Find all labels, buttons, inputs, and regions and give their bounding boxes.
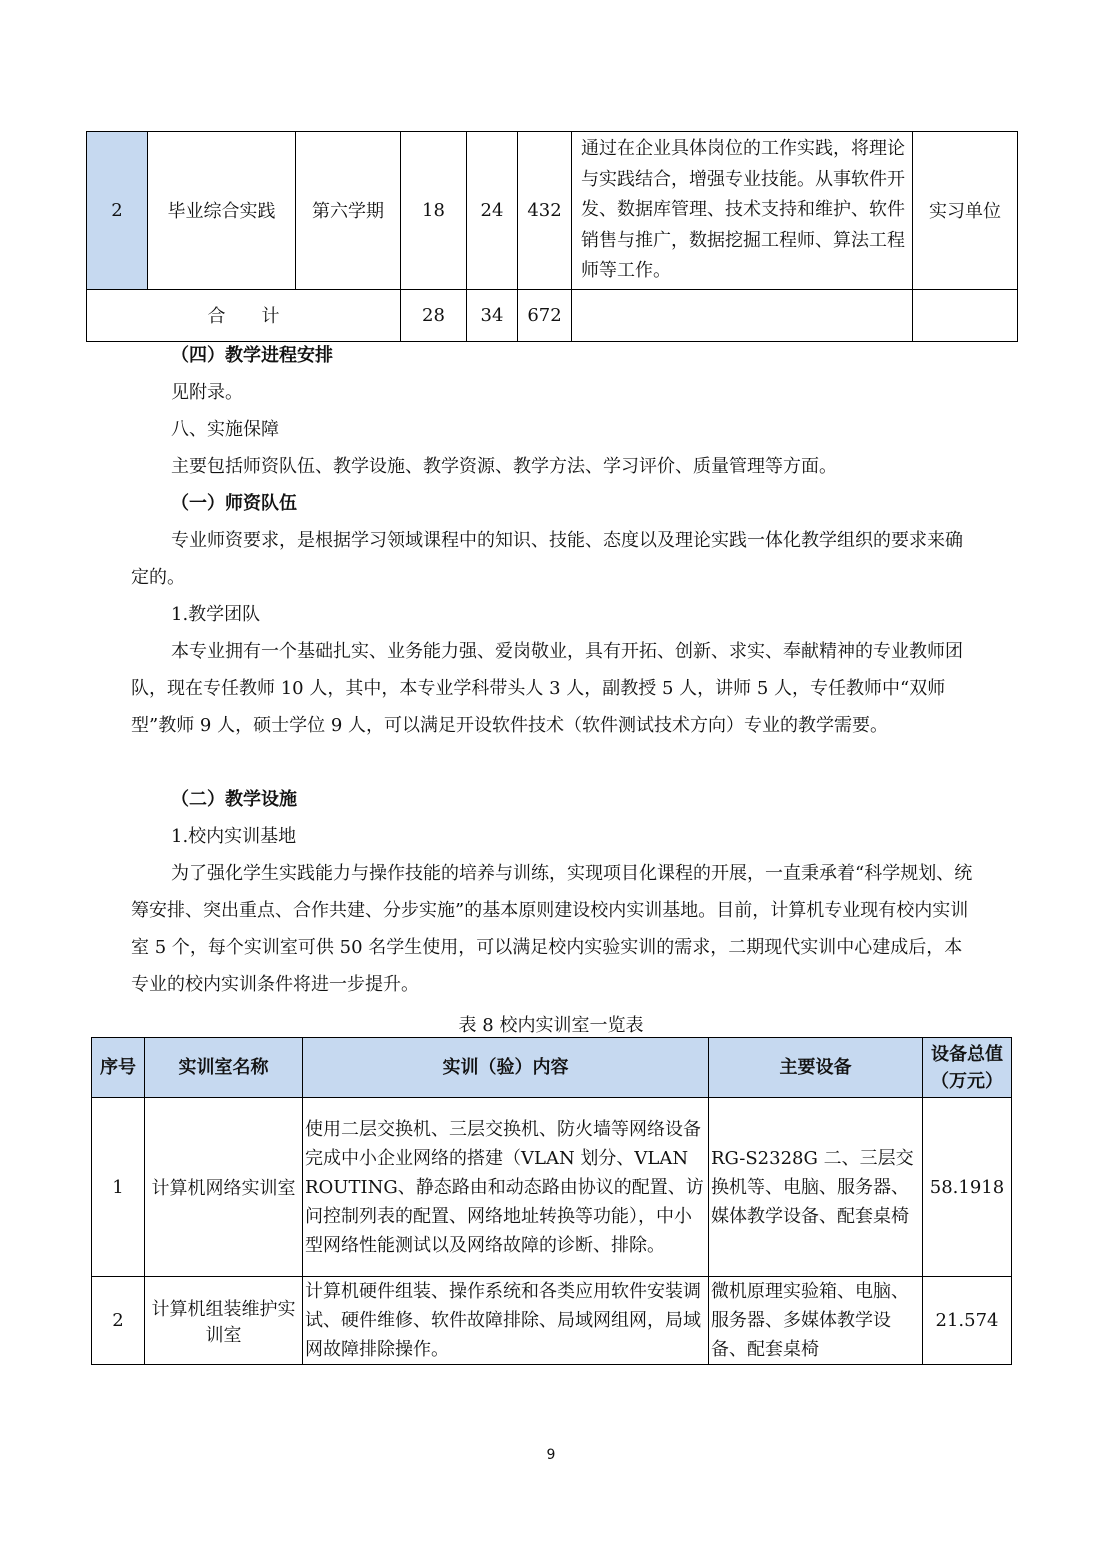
value-1: 18 — [401, 132, 467, 290]
total-value-3: 672 — [518, 289, 572, 341]
paragraph: 专业师资要求，是根据学习领域课程中的知识、技能、态度以及理论实践一体化教学组织的要求来确定的。 — [131, 530, 963, 588]
section-heading: （一）师资队伍 — [171, 493, 297, 514]
subsection-heading: 1.校内实训基地 — [171, 826, 297, 847]
location: 实习单位 — [913, 132, 1018, 290]
header-value: 设备总值（万元） — [923, 1038, 1012, 1098]
lab-name: 计算机组装维护实训室 — [145, 1277, 303, 1365]
lab-no: 2 — [92, 1277, 145, 1365]
total-label: 合 计 — [87, 289, 401, 341]
term: 第六学期 — [296, 132, 401, 290]
table-header-row — [92, 1038, 1012, 1098]
paragraph: 本专业拥有一个基础扎实、业务能力强、爱岗敬业，具有开拓、创新、求实、奉献精神的专业教师团队，现在专任教师 10 人，其中，本专业学科带头人 3 人，副教授 5 人，讲师 5 人，专任教师中“双师型”教师 9 人，硕士学位 9 人，可以满足开设软件技术（软件测试技术方向）专业的教学需要。 — [131, 641, 963, 736]
lab-content: 计算机硬件组装、操作系统和各类应用软件安装调试、硬件维修、软件故障排除、局域网组网，局域网故障排除操作。 — [303, 1277, 709, 1365]
course-name: 毕业综合实践 — [148, 132, 296, 290]
paragraph: 见附录。 — [171, 382, 243, 403]
page-number: 9 — [546, 1447, 556, 1463]
chapter-heading: 八、实施保障 — [171, 419, 279, 440]
section-heading: （四）教学进程安排 — [171, 345, 333, 366]
table-row — [92, 1277, 1012, 1365]
lab-value: 58.1918 — [923, 1098, 1012, 1277]
table-total-row — [87, 289, 1018, 341]
description: 通过在企业具体岗位的工作实践，将理论与实践结合，增强专业技能。从事软件开发、数据库管理、技术支持和维护、软件销售与推广，数据挖掘工程师、算法工程师等工作。 — [572, 132, 913, 290]
lab-table — [91, 1037, 1012, 1365]
value-2: 24 — [467, 132, 518, 290]
lab-equipment: 微机原理实验箱、电脑、服务器、多媒体教学设备、配套桌椅 — [709, 1277, 923, 1365]
lab-no: 1 — [92, 1098, 145, 1277]
row-number: 2 — [87, 132, 148, 290]
total-value-2: 34 — [467, 289, 518, 341]
table-row — [87, 132, 1018, 290]
total-value-1: 28 — [401, 289, 467, 341]
empty-cell — [913, 289, 1018, 341]
header-name: 实训室名称 — [145, 1038, 303, 1098]
paragraph: 主要包括师资队伍、教学设施、教学资源、教学方法、学习评价、质量管理等方面。 — [171, 456, 837, 477]
section-heading: （二）教学设施 — [171, 789, 297, 810]
table-caption: 表 8 校内实训室一览表 — [458, 1015, 644, 1036]
lab-value: 21.574 — [923, 1277, 1012, 1365]
subsection-heading: 1.教学团队 — [171, 604, 261, 625]
value-3: 432 — [518, 132, 572, 290]
lab-content: 使用二层交换机、三层交换机、防火墙等网络设备完成中小企业网络的搭建（VLAN 划分、VLAN ROUTING、静态路由和动态路由协议的配置、访问控制列表的配置、网络地址转换等功能），中小型网络性能测试以及网络故障的诊断、排除。 — [303, 1098, 709, 1277]
paragraph: 为了强化学生实践能力与操作技能的培养与训练，实现项目化课程的开展，一直秉承着“科学规划、统筹安排、突出重点、合作共建、分步实施”的基本原则建设校内实训基地。目前，计算机专业现有校内实训室 5 个，每个实训室可供 50 名学生使用，可以满足校内实验实训的需求，二期现代实训中心建成后，本专业的校内实训条件将进一步提升。 — [131, 863, 973, 995]
curriculum-practice-table — [86, 131, 1018, 342]
empty-cell — [572, 289, 913, 341]
table-row — [92, 1098, 1012, 1277]
lab-name: 计算机网络实训室 — [145, 1098, 303, 1277]
header-content: 实训（验）内容 — [303, 1038, 709, 1098]
header-no: 序号 — [92, 1038, 145, 1098]
lab-equipment: RG-S2328G 二、三层交换机等、电脑、服务器、媒体教学设备、配套桌椅 — [709, 1098, 923, 1277]
header-equipment: 主要设备 — [709, 1038, 923, 1098]
